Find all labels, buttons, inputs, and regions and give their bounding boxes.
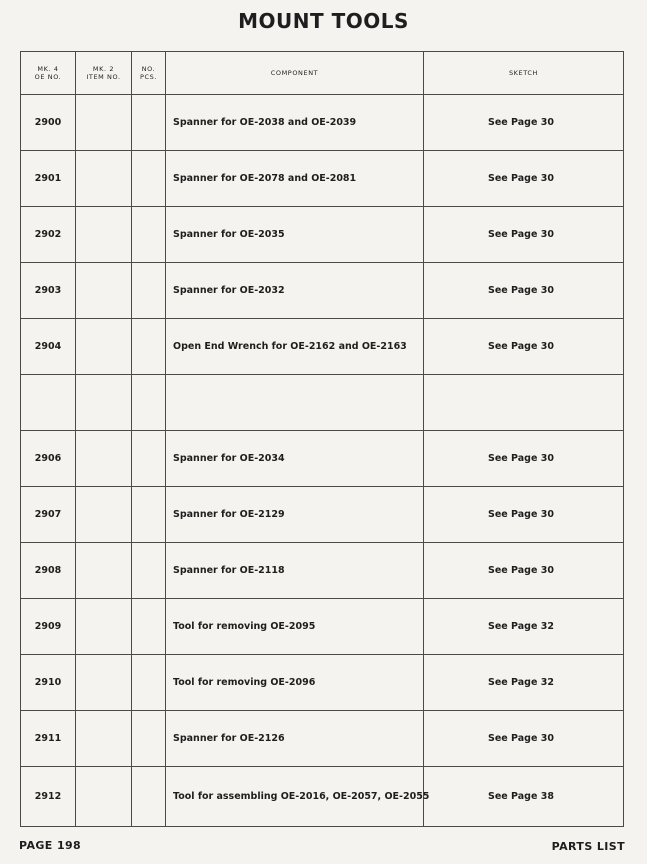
cell-mk2-item-no xyxy=(76,151,132,207)
cell-no-pcs xyxy=(132,207,166,263)
cell-mk2-item-no xyxy=(76,207,132,263)
header-mk4-oe-no: MK. 4 OE NO. xyxy=(21,52,76,95)
cell-mk2-item-no xyxy=(76,319,132,375)
cell-no-pcs xyxy=(132,599,166,655)
table-row xyxy=(21,431,624,487)
cell-no-pcs xyxy=(132,711,166,767)
header-mk2-item-no: MK. 2 ITEM NO. xyxy=(76,52,132,95)
cell-mk4-oe-no: 2906 xyxy=(21,431,76,487)
cell-no-pcs xyxy=(132,151,166,207)
cell-mk2-item-no xyxy=(76,263,132,319)
cell-no-pcs xyxy=(132,655,166,711)
cell-mk4-oe-no xyxy=(21,375,76,431)
header-component: COMPONENT xyxy=(166,52,424,95)
table-row xyxy=(21,95,624,151)
table-header-row xyxy=(21,52,624,95)
table-row xyxy=(21,767,624,827)
cell-component: Spanner for OE-2035 xyxy=(166,207,424,263)
cell-mk4-oe-no: 2908 xyxy=(21,543,76,599)
cell-component: Open End Wrench for OE-2162 and OE-2163 xyxy=(166,319,424,375)
cell-component: Spanner for OE-2078 and OE-2081 xyxy=(166,151,424,207)
table-row xyxy=(21,487,624,543)
cell-sketch xyxy=(424,375,624,431)
cell-mk4-oe-no: 2901 xyxy=(21,151,76,207)
cell-sketch: See Page 30 xyxy=(424,151,624,207)
parts-table xyxy=(20,51,624,827)
table-row xyxy=(21,319,624,375)
cell-mk2-item-no xyxy=(76,655,132,711)
cell-sketch: See Page 30 xyxy=(424,543,624,599)
cell-component: Spanner for OE-2032 xyxy=(166,263,424,319)
table-row xyxy=(21,375,624,431)
cell-sketch: See Page 32 xyxy=(424,599,624,655)
cell-no-pcs xyxy=(132,543,166,599)
cell-mk4-oe-no: 2909 xyxy=(21,599,76,655)
header-no-pcs: NO. PCS. xyxy=(132,52,166,95)
cell-mk4-oe-no: 2904 xyxy=(21,319,76,375)
table-row xyxy=(21,207,624,263)
cell-mk2-item-no xyxy=(76,767,132,827)
cell-mk4-oe-no: 2900 xyxy=(21,95,76,151)
page-number: PAGE 198 xyxy=(19,839,82,852)
cell-mk4-oe-no: 2911 xyxy=(21,711,76,767)
cell-component: Spanner for OE-2038 and OE-2039 xyxy=(166,95,424,151)
cell-sketch: See Page 30 xyxy=(424,207,624,263)
section-label: PARTS LIST xyxy=(551,840,625,853)
table-row xyxy=(21,711,624,767)
cell-component: Spanner for OE-2129 xyxy=(166,487,424,543)
cell-mk2-item-no xyxy=(76,375,132,431)
cell-component: Spanner for OE-2118 xyxy=(166,543,424,599)
cell-no-pcs xyxy=(132,767,166,827)
cell-mk4-oe-no: 2907 xyxy=(21,487,76,543)
header-sketch: SKETCH xyxy=(424,52,624,95)
table-row xyxy=(21,263,624,319)
cell-no-pcs xyxy=(132,487,166,543)
page-title: MOUNT TOOLS xyxy=(238,9,409,33)
cell-sketch: See Page 30 xyxy=(424,319,624,375)
cell-mk2-item-no xyxy=(76,431,132,487)
cell-no-pcs xyxy=(132,319,166,375)
cell-mk4-oe-no: 2902 xyxy=(21,207,76,263)
cell-sketch: See Page 30 xyxy=(424,431,624,487)
cell-mk2-item-no xyxy=(76,487,132,543)
table-row xyxy=(21,655,624,711)
cell-sketch: See Page 30 xyxy=(424,95,624,151)
cell-component: Tool for removing OE-2096 xyxy=(166,655,424,711)
cell-no-pcs xyxy=(132,431,166,487)
cell-sketch: See Page 30 xyxy=(424,711,624,767)
cell-mk2-item-no xyxy=(76,599,132,655)
cell-sketch: See Page 38 xyxy=(424,767,624,827)
cell-mk2-item-no xyxy=(76,711,132,767)
cell-component xyxy=(166,375,424,431)
cell-sketch: See Page 32 xyxy=(424,655,624,711)
cell-mk4-oe-no: 2903 xyxy=(21,263,76,319)
table-row xyxy=(21,543,624,599)
cell-no-pcs xyxy=(132,375,166,431)
cell-mk4-oe-no: 2910 xyxy=(21,655,76,711)
table-row xyxy=(21,599,624,655)
cell-component: Spanner for OE-2034 xyxy=(166,431,424,487)
cell-mk2-item-no xyxy=(76,543,132,599)
table-row xyxy=(21,151,624,207)
cell-sketch: See Page 30 xyxy=(424,263,624,319)
cell-mk2-item-no xyxy=(76,95,132,151)
cell-no-pcs xyxy=(132,95,166,151)
cell-component: Tool for removing OE-2095 xyxy=(166,599,424,655)
cell-component: Tool for assembling OE-2016, OE-2057, OE-2055 xyxy=(166,767,424,827)
cell-component: Spanner for OE-2126 xyxy=(166,711,424,767)
cell-mk4-oe-no: 2912 xyxy=(21,767,76,827)
cell-sketch: See Page 30 xyxy=(424,487,624,543)
cell-no-pcs xyxy=(132,263,166,319)
